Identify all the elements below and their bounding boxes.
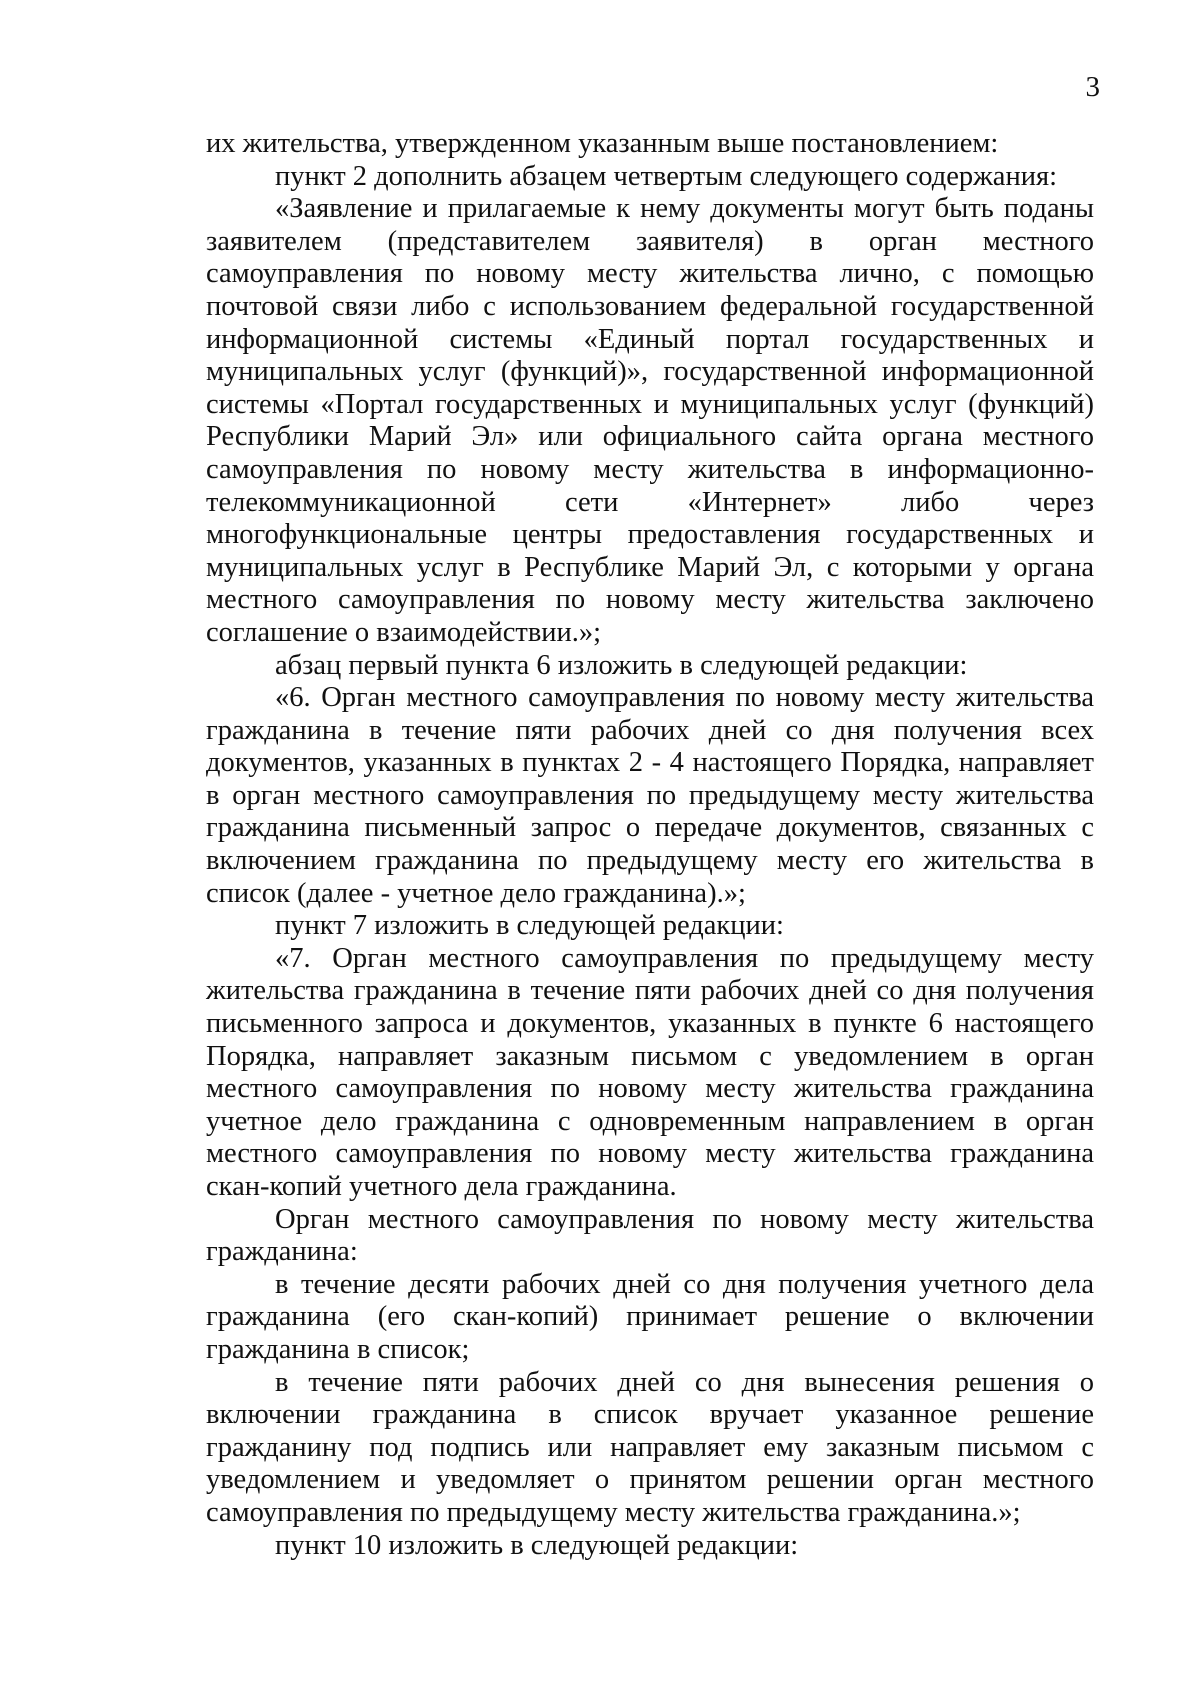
paragraph: пункт 2 дополнить абзацем четвертым следующего содержания: [275,160,1057,192]
paragraph: пункт 7 изложить в следующей редакции: [275,910,784,942]
paragraph: «7. Орган местного самоуправления по предыдущему месту жительства гражданина в течение пяти рабочих дней со дня получения письменного запроса и документов, указанных в пункте 6 настоящего Порядка, направляет заказным письмом с уведомлением в орган местного самоуправления по новому месту жительства гражданина учетное дело гражданина с одновременным направлением в орган местного самоуправления по новому месту жительства гражданина скан-копий учетного дела гражданина. [206,942,1094,1202]
document-body [206,128,1094,1562]
paragraph: в течение десяти рабочих дней со дня получения учетного дела гражданина (его скан-копий) принимает решение о включении гражданина в список; [206,1268,1094,1365]
paragraph: абзац первый пункта 6 изложить в следующей редакции: [275,649,968,681]
paragraph: их жительства, утвержденном указанным выше постановлением: [206,128,999,159]
paragraph: «6. Орган местного самоуправления по новому месту жительства гражданина в течение пяти рабочих дней со дня получения всех документов, указанных в пунктах 2 - 4 настоящего Порядка, направляет в орган местного самоуправления по предыдущему месту жительства гражданина письменный запрос о передаче документов, связанных с включением гражданина по предыдущему месту его жительства в список (далее - учетное дело гражданина).»; [206,682,1094,909]
paragraph: пункт 10 изложить в следующей редакции: [275,1529,799,1561]
paragraph: Орган местного самоуправления по новому месту жительства гражданина: [206,1203,1094,1268]
paragraph: в течение пяти рабочих дней со дня вынесения решения о включении гражданина в список вручает указанное решение гражданину под подпись или направляет ему заказным письмом с уведомлением и уведомляет о принятом решении орган местного самоуправления по предыдущему месту жительства гражданина.»; [206,1366,1094,1528]
paragraph: «Заявление и прилагаемые к нему документы могут быть поданы заявителем (представителем заявителя) в орган местного самоуправления по новому месту жительства лично, с помощью почтовой связи либо с использованием федеральной государственной информационной системы «Единый портал государственных и муниципальных услуг (функций)», государственной информационной системы «Портал государственных и муниципальных услуг (функций) Республики Марий Эл» или официального сайта органа местного самоуправления по новому месту жительства в информационно-телекоммуникационной сети «Интернет» либо через многофункциональные центры предоставления государственных и муниципальных услуг в Республике Марий Эл, с которыми у органа местного самоуправления по новому месту жительства заключено соглашение о взаимодействии.»; [206,193,1094,648]
page-number: 3 [1085,71,1100,103]
